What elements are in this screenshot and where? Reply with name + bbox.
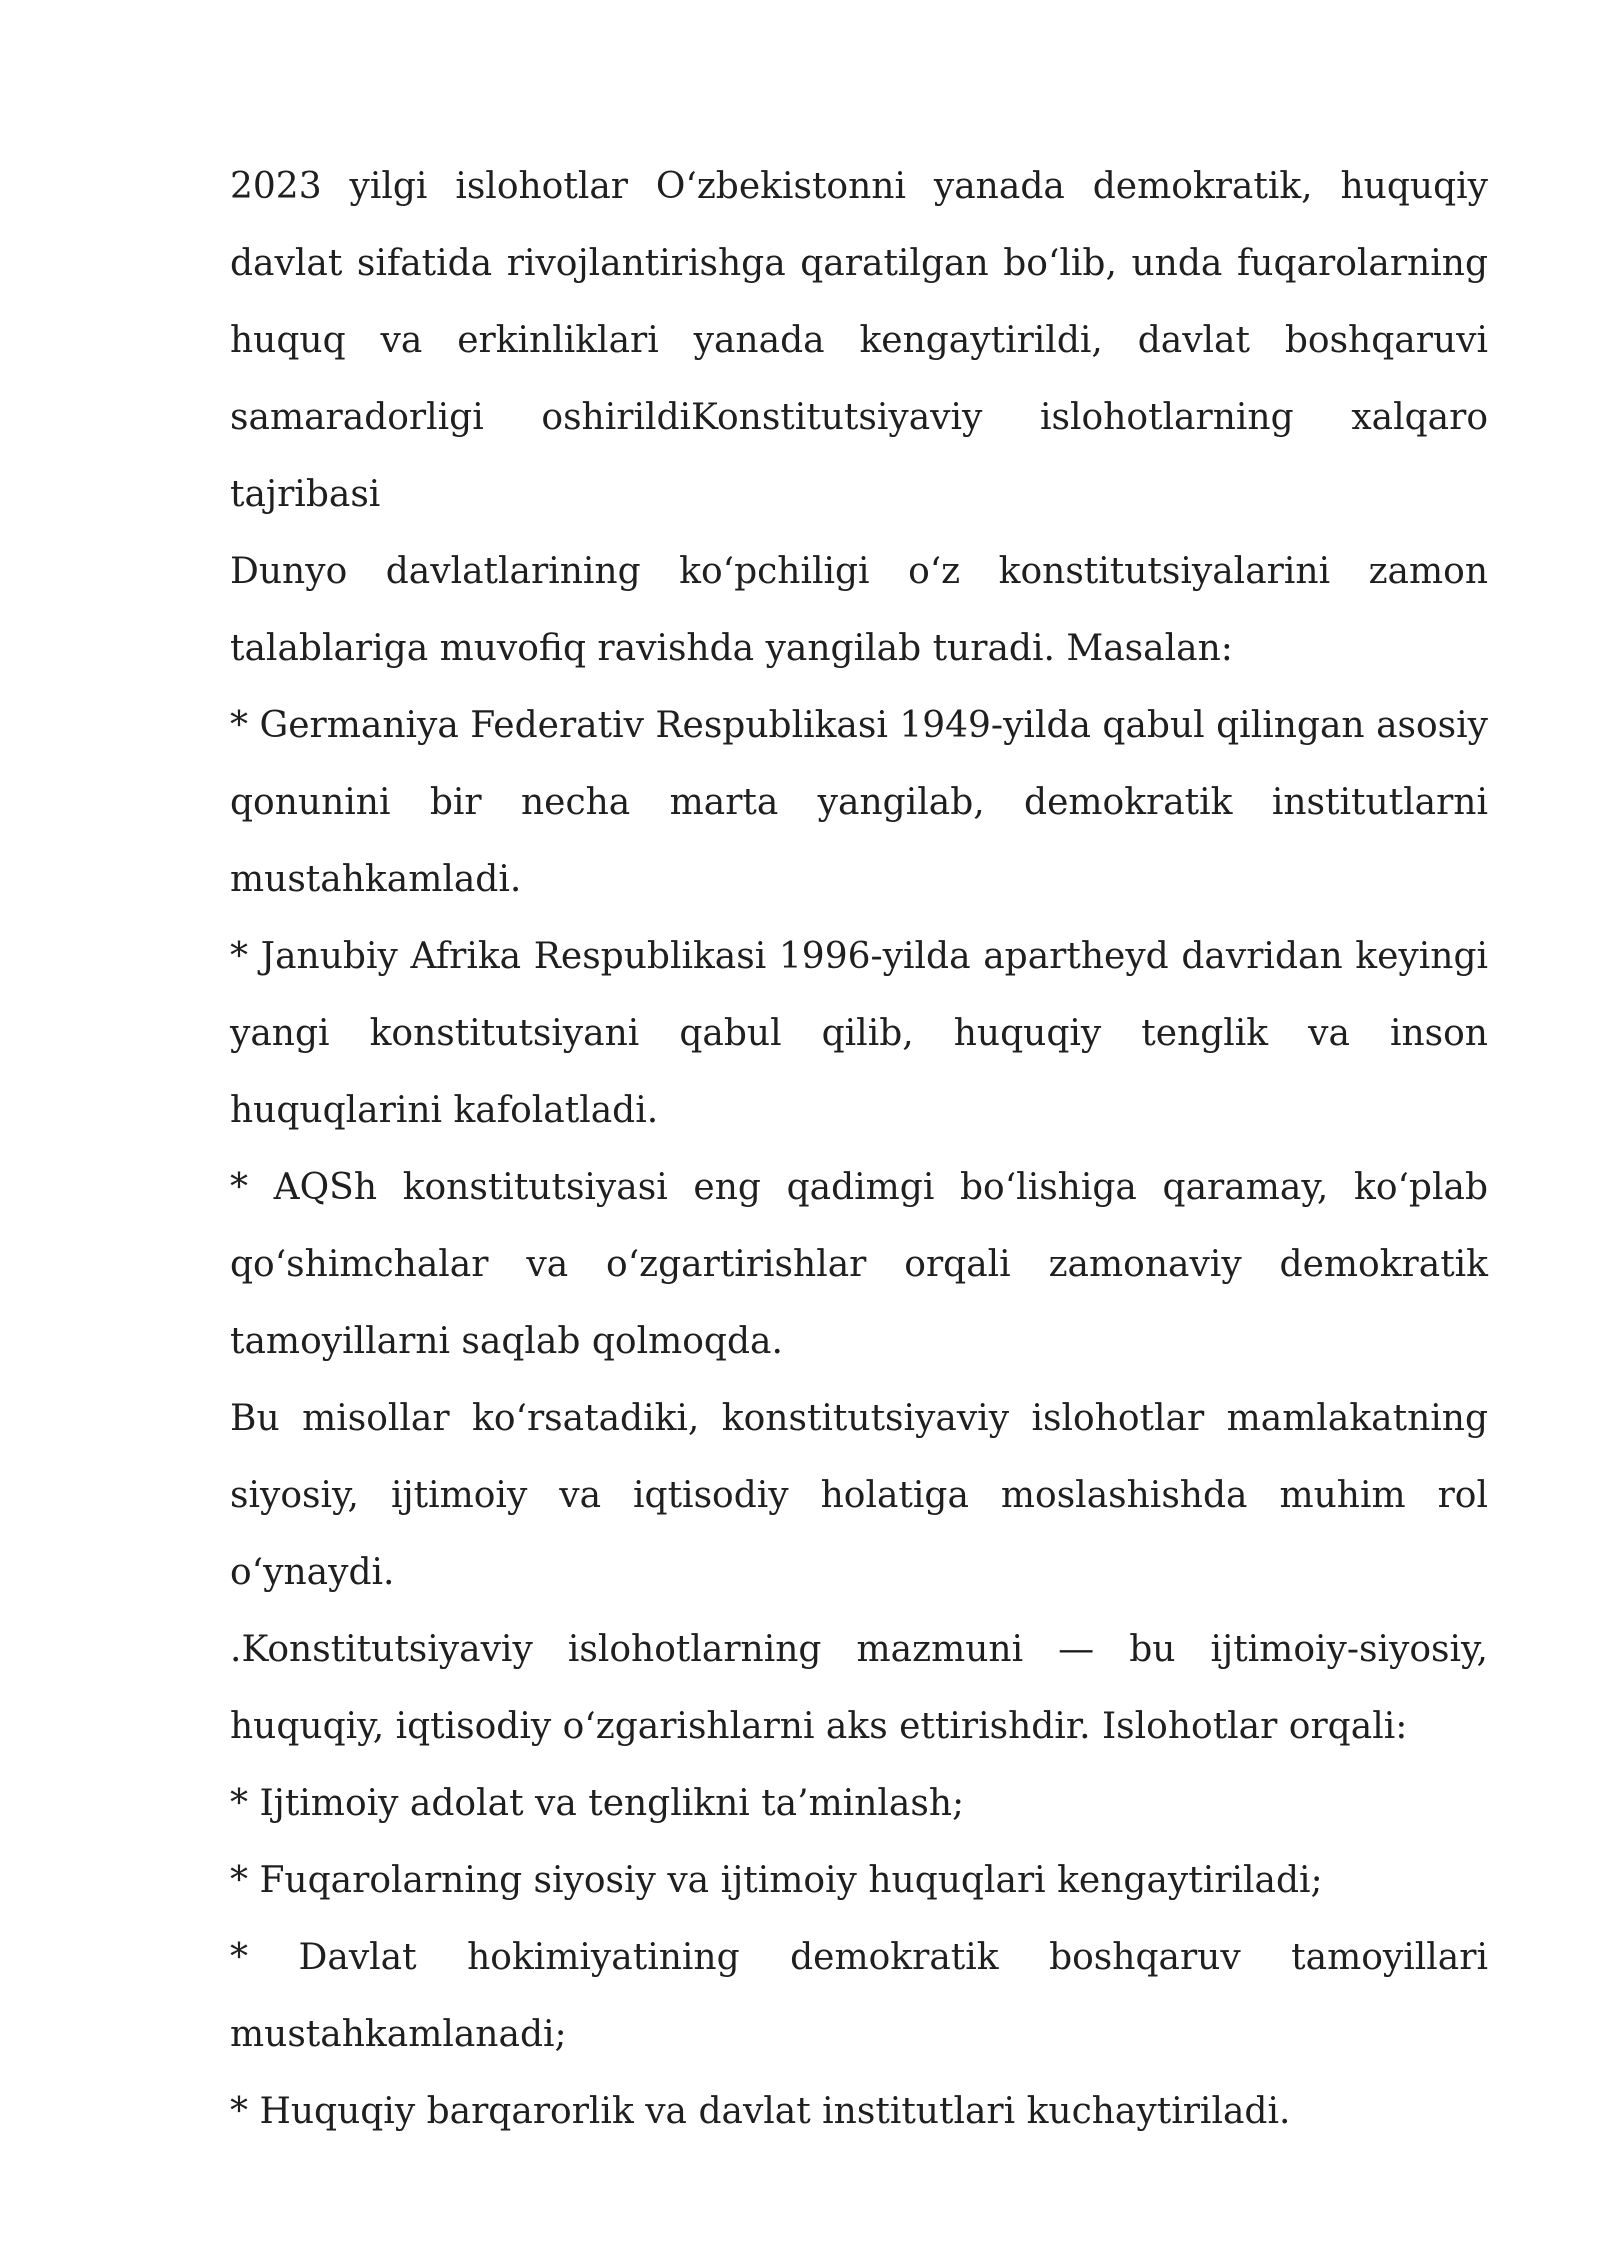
list-item-germany: * Germaniya Federativ Respublikasi 1949-yilda qabul qilingan asosiy qonunini bir necha marta yangilab, demokratik institutlarni mustahkamladi. [230,705,1488,900]
list-item-social-justice: * Ijtimoiy adolat va tenglikni ta’minlash; [230,1783,965,1824]
paragraph-examples-conclusion: Bu misollar ko‘rsatadiki, konstitutsiyaviy islohotlar mamlakatning siyosiy, ijtimoiy va iqtisodiy holatiga moslashishda muhim rol o‘ynaydi. [230,1398,1488,1593]
list-item-south-africa: * Janubiy Afrika Respublikasi 1996-yilda apartheyd davridan keyingi yangi konstitutsiyani qabul qilib, huquqiy tenglik va inson huquqlarini kafolatladi. [230,936,1488,1131]
document-body [230,148,1488,2150]
list-item-citizen-rights: * Fuqarolarning siyosiy va ijtimoiy huquqlari kengaytiriladi; [230,1860,1323,1901]
list-item-legal-stability: * Huquqiy barqarorlik va davlat institutlari kuchaytiriladi. [230,2091,1291,2132]
paragraph-reforms-content: .Konstitutsiyaviy islohotlarning mazmuni — bu ijtimoiy-siyosiy, huquqiy, iqtisodiy o‘zgarishlarni aks ettirishdir. Islohotlar orqali: [230,1629,1488,1747]
list-item-usa: * AQSh konstitutsiyasi eng qadimgi bo‘lishiga qaramay, ko‘plab qo‘shimchalar va o‘zgartirishlar orqali zamonaviy demokratik tamoyillarni saqlab qolmoqda. [230,1167,1488,1362]
paragraph-reforms-2023: 2023 yilgi islohotlar O‘zbekistonni yanada demokratik, huquqiy davlat sifatida rivojlantirishga qaratilgan bo‘lib, unda fuqarolarning huquq va erkinliklari yanada kengaytirildi, davlat boshqaruvi samaradorligi oshirildiKonstitutsiyaviy islohotlarning xalqaro tajribasi [230,166,1488,515]
paragraph-world-experience: Dunyo davlatlarining ko‘pchiligi o‘z konstitutsiyalarini zamon talablariga muvofiq ravishda yangilab turadi. Masalan: [230,551,1488,669]
list-item-democratic-governance: * Davlat hokimiyatining demokratik boshqaruv tamoyillari mustahkamlanadi; [230,1937,1488,2055]
